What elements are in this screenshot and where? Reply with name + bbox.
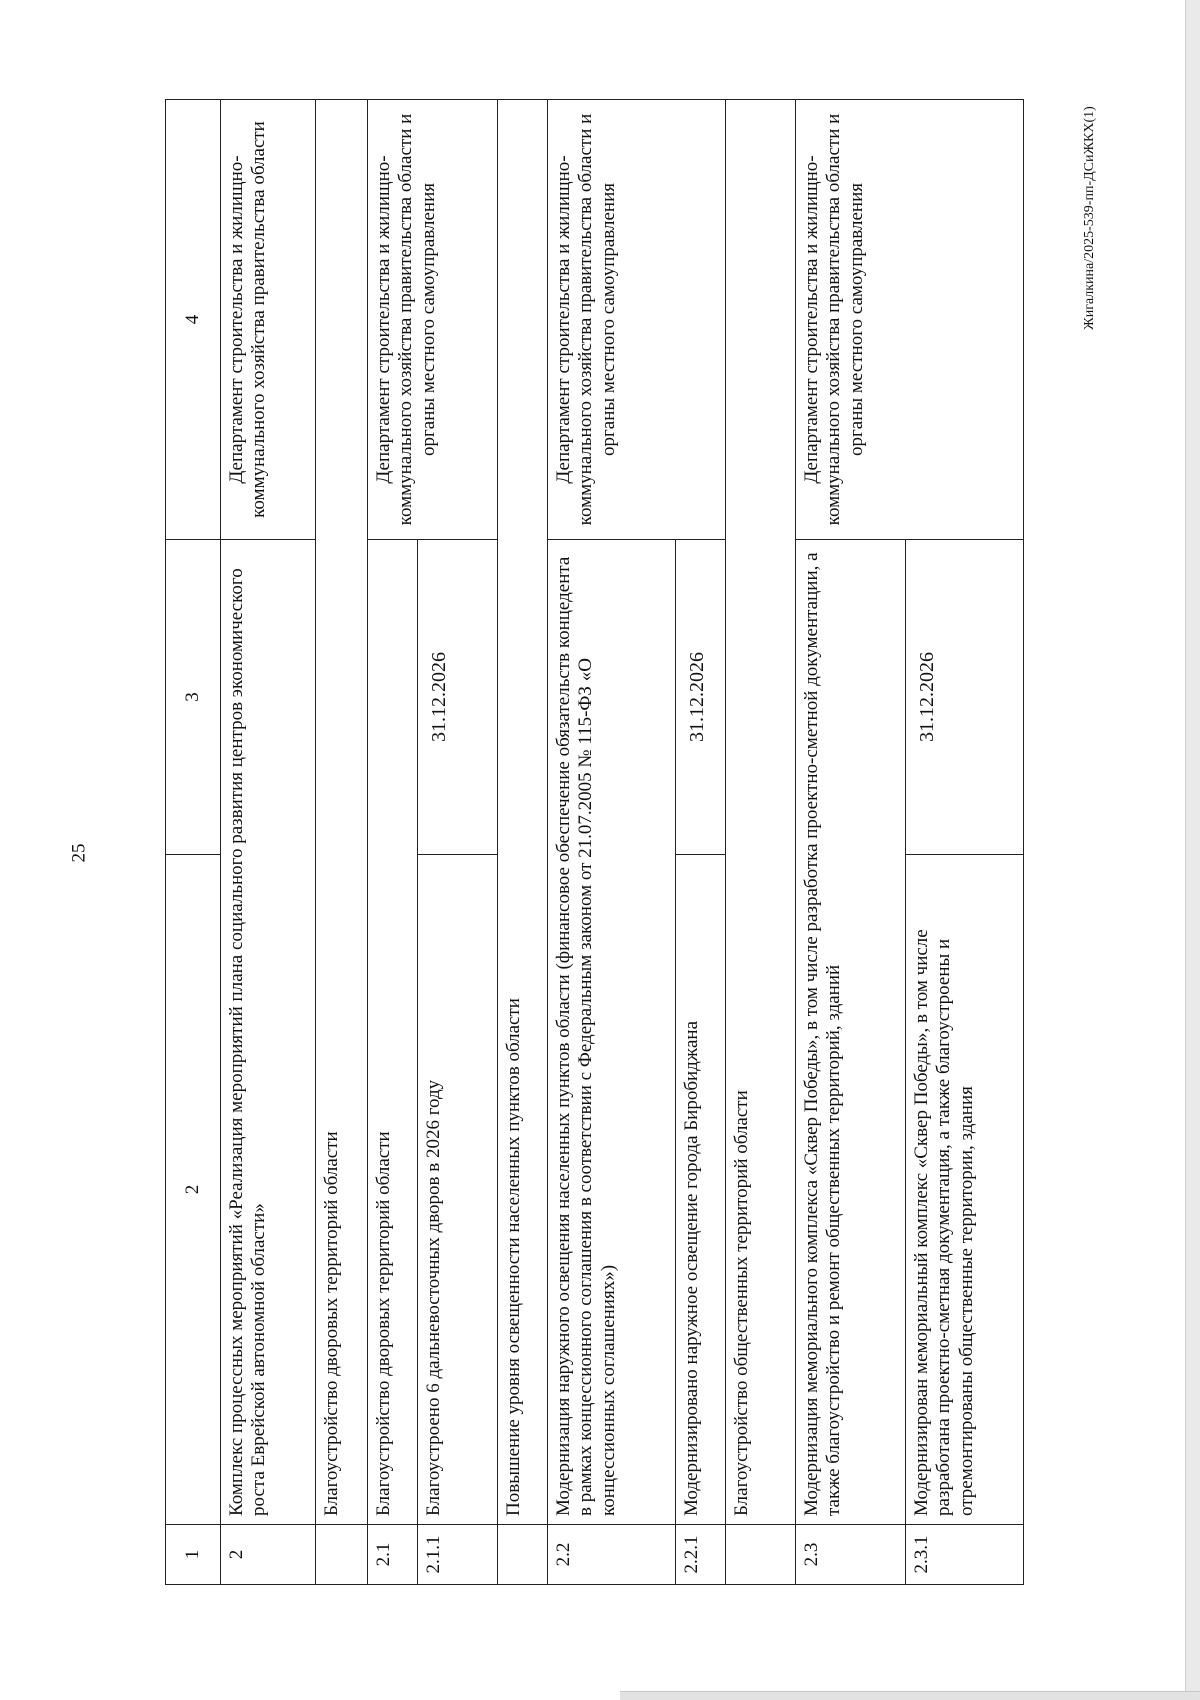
page-number: 25 [68,843,90,863]
responsible-cell: Департамент строительства и жилищно-коммунального хозяйства правительства области и органы местного самоуправления [368,100,498,540]
table-row [221,100,316,1585]
rotated-table-container [165,100,1065,1585]
row-text: Благоустроено 6 дальневосточных дворов в 2026 году [418,855,498,1525]
row-text: Благоустройство дворовых территорий области [368,540,418,1525]
row-number [726,1525,796,1585]
table-row [368,100,418,1585]
row-number: 2.2 [548,1525,676,1585]
deadline-date: 31.12.2026 [906,540,1024,855]
row-text: Комплекс процессных мероприятий «Реализация мероприятий плана социального развития центров экономического роста Еврейской автономной области» [221,540,316,1525]
table-row [548,100,676,1585]
header-cell: 4 [166,100,221,540]
section-row [726,100,796,1585]
header-cell: 1 [166,1525,221,1585]
responsible-cell: Департамент строительства и жилищно-коммунального хозяйства правительства области [221,100,316,540]
row-number: 2.1 [368,1525,418,1585]
responsible-cell: Департамент строительства и жилищно-коммунального хозяйства правительства области и органы местного самоуправления [796,100,1024,540]
table-row [796,100,906,1585]
plan-table [165,99,1024,1585]
row-text: Модернизирован мемориальный комплекс «Сквер Победы», в том числе разработана проектно-сметная документация, а также благоустроены и отремонтированы общественные территории, здания [906,855,1024,1525]
section-title: Благоустройство дворовых территорий области [316,100,368,1525]
document-code: Жигалкина/2025-539-пп-ДСиЖКХ(1) [1082,106,1097,330]
table-header-row [166,100,221,1585]
section-row [498,100,548,1585]
section-row [316,100,368,1585]
section-title: Повышение уровня освещенности населенных пунктов области [498,100,548,1525]
row-number: 2.2.1 [676,1525,726,1585]
header-cell: 3 [166,540,221,855]
row-text: Модернизация мемориального комплекса «Сквер Победы», в том числе разработка проектно-сметной документации, а также благоустройство и ремонт общественных территорий, зданий [796,540,906,1525]
section-title: Благоустройство общественных территорий области [726,100,796,1525]
row-number: 2.3 [796,1525,906,1585]
row-number: 2.3.1 [906,1525,1024,1585]
row-text: Модернизировано наружное освещение города Биробиджана [676,855,726,1525]
row-text: Модернизация наружного освещения населенных пунктов области (финансовое обеспечение обязательств концедента в рамках концессионного соглашения в соответствии с Федеральным законом от 21.07.2005 № 115-ФЗ «О концессионных соглашениях») [548,540,676,1525]
row-number [316,1525,368,1585]
row-number: 2 [221,1525,316,1585]
deadline-date: 31.12.2026 [418,540,498,855]
header-cell: 2 [166,855,221,1525]
page-edge [1185,0,1200,1700]
page-edge-bottom [620,1691,1200,1700]
responsible-cell: Департамент строительства и жилищно-коммунального хозяйства правительства области и органы местного самоуправления [548,100,726,540]
deadline-date: 31.12.2026 [676,540,726,855]
row-number [498,1525,548,1585]
row-number: 2.1.1 [418,1525,498,1585]
